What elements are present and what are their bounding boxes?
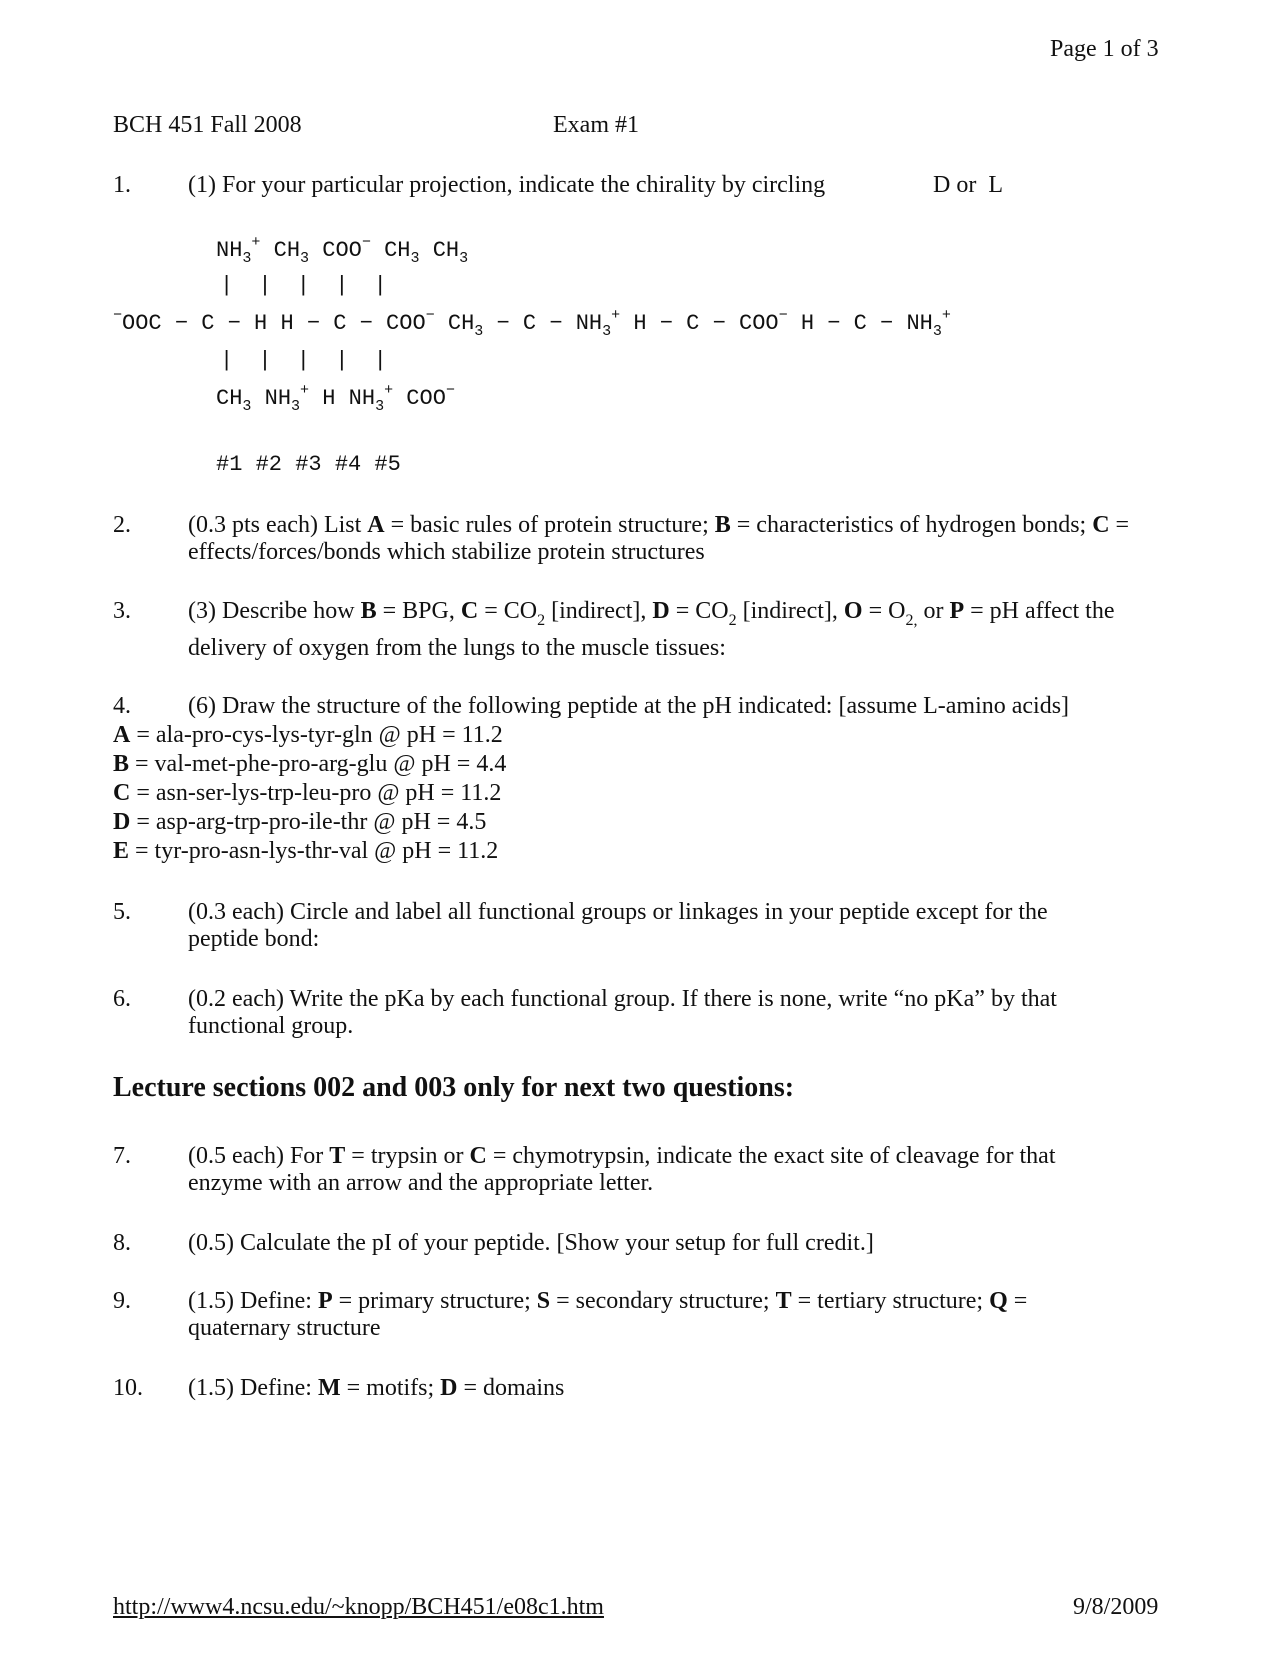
q6-number: 6. — [113, 986, 131, 1012]
structure-top-bonds: | | | | | — [220, 273, 393, 298]
q5-number: 5. — [113, 899, 131, 925]
q3-line2: delivery of oxygen from the lungs to the muscle tissues: — [188, 635, 726, 661]
q10-number: 10. — [113, 1375, 143, 1401]
q9-text: (1.5) Define: P = primary structure; S = secondary structure; T = tertiary structure; Q = quaternary structure — [188, 1288, 1028, 1341]
q8-number: 8. — [113, 1230, 131, 1256]
q3-line1: (3) Describe how B = BPG, $C = CO_2$ [indirect], $D = CO_2$ [indirect], $O = O_{2,}$ or P = pH affect the — [188, 598, 1115, 629]
section-heading: Lecture sections 002 and 003 only for next two questions: — [113, 1072, 795, 1103]
structure-bottom-bonds: | | | | | — [220, 348, 393, 373]
q8-text: (0.5) Calculate the pI of your peptide. [Show your setup for full credit.] — [188, 1230, 874, 1256]
q7-text: (0.5 each) For T = trypsin or C = chymotrypsin, indicate the exact site of cleavage for that enzyme with an arrow and the appropriate letter. — [188, 1143, 1056, 1196]
course-title: BCH 451 Fall 2008 — [113, 112, 302, 138]
q4-option-e: E = tyr-pro-asn-lys-thr-val @ pH = 11.2 — [113, 838, 499, 864]
q4-option-d: D = asp-arg-trp-pro-ile-thr @ pH = 4.5 — [113, 809, 487, 835]
structure-bottom-row: $CH_3$ $NH_3^+$ H $NH_3^+$ COO− — [216, 382, 455, 415]
structure-labels: #1 #2 #3 #4 #5 — [216, 452, 401, 477]
q2-number: 2. — [113, 512, 131, 538]
exam-title: Exam #1 — [553, 112, 639, 138]
q1-chirality-choice: D or L — [933, 172, 1003, 198]
q1-text: (1) For your particular projection, indicate the chirality by circling — [188, 172, 826, 198]
q4-option-b: B = val-met-phe-pro-arg-glu @ pH = 4.4 — [113, 751, 507, 777]
q4-text: (6) Draw the structure of the following peptide at the pH indicated: [assume L-amino acids] — [188, 693, 1070, 719]
structure-top-row: $NH_3^+$ $CH_3$ COO− $CH_3$ $CH_3$ — [216, 234, 469, 267]
q10-text: (1.5) Define: M = motifs; D = domains — [188, 1375, 565, 1401]
q7-number: 7. — [113, 1143, 131, 1169]
q2-text: (0.3 pts each) List A = basic rules of protein structure; B = characteristics of hydrogen bonds; C = effects/forces/bonds which stabilize protein structures — [188, 512, 1130, 565]
q1-number: 1. — [113, 172, 131, 198]
structure-middle-row: −OOC − C − H H − C − COO− $CH_3 - C - NH_3^+$ H − C − COO− $H - C - NH_3^+$ — [113, 307, 951, 340]
q4-option-a: A = ala-pro-cys-lys-tyr-gln @ pH = 11.2 — [113, 722, 503, 748]
q4-number: 4. — [113, 693, 131, 719]
q4-option-c: C = asn-ser-lys-trp-leu-pro @ pH = 11.2 — [113, 780, 502, 806]
page-number: Page 1 of 3 — [1050, 36, 1159, 62]
q9-number: 9. — [113, 1288, 131, 1314]
footer-url-link[interactable]: http://www4.ncsu.edu/~knopp/BCH451/e08c1.htm — [113, 1594, 604, 1620]
q5-text: (0.3 each) Circle and label all functional groups or linkages in your peptide except for the peptide bond: — [188, 899, 1048, 952]
q3-number: 3. — [113, 598, 131, 624]
q6-text: (0.2 each) Write the pKa by each functional group. If there is none, write “no pKa” by that functional group. — [188, 986, 1057, 1039]
footer-date: 9/8/2009 — [1073, 1594, 1159, 1620]
